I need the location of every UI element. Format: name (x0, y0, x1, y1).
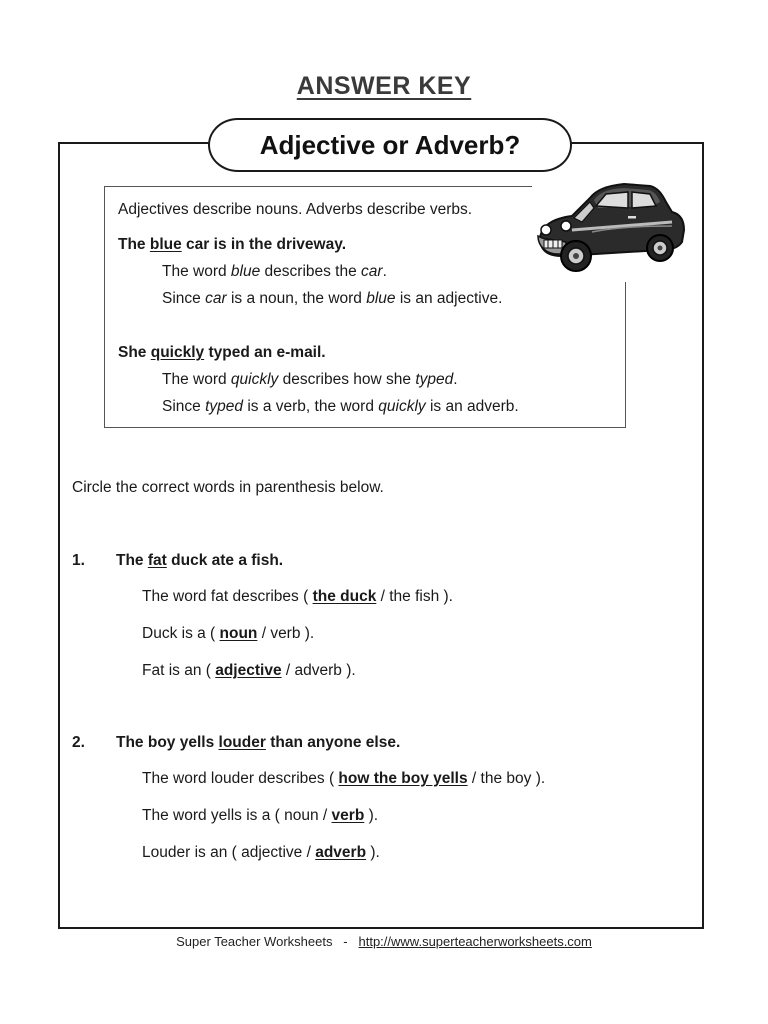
selected-answer: verb (331, 807, 365, 824)
example-explanation: The word blue describes the car. (162, 263, 387, 280)
question-sentence: The fat duck ate a fish. (116, 552, 284, 569)
selected-answer: adverb (315, 844, 367, 861)
target-word: fat (147, 552, 167, 569)
worksheet-title: Adjective or Adverb? (259, 129, 521, 160)
selected-answer: noun (219, 625, 258, 642)
example-explanation: The word quickly describes how she typed. (162, 371, 458, 388)
question-line: Fat is an ( adjective / adverb ). (142, 662, 356, 679)
example-key-word: blue (149, 236, 182, 253)
footer-site: Super Teacher Worksheets (176, 934, 333, 949)
question-line: The word fat describes ( the duck / the fish ). (142, 588, 453, 605)
answer-key-heading: ANSWER KEY (296, 72, 472, 100)
instructions: Circle the correct words in parenthesis below. (72, 479, 384, 496)
question-line: The word yells is a ( noun / verb ). (142, 807, 379, 824)
question-line: The word louder describes ( how the boy yells / the boy ). (142, 770, 546, 787)
target-word: louder (218, 734, 266, 751)
intro-summary: Adjectives describe nouns. Adverbs describe verbs. (118, 201, 473, 218)
selected-answer: how the boy yells (338, 770, 468, 787)
car-illustration (532, 176, 688, 282)
question-line: Duck is a ( noun / verb ). (142, 625, 315, 642)
footer-separator: - (343, 934, 348, 949)
example-explanation: Since typed is a verb, the word quickly is an adverb. (162, 398, 519, 415)
question-number: 2. (72, 734, 85, 751)
footer-link[interactable]: http://www.superteacherworksheets.com (358, 934, 592, 949)
question-number: 1. (72, 552, 85, 569)
example-sentence-1: The blue car is in the driveway. (118, 236, 347, 253)
example-sentence-2: She quickly typed an e-mail. (118, 344, 326, 361)
title-banner (208, 118, 572, 172)
selected-answer: the duck (312, 588, 377, 605)
selected-answer: adjective (215, 662, 282, 679)
example-explanation: Since car is a noun, the word blue is an adjective. (162, 290, 503, 307)
car-icon (532, 176, 688, 282)
question-line: Louder is an ( adjective / adverb ). (142, 844, 380, 861)
example-key-word: quickly (150, 344, 205, 361)
question-sentence: The boy yells louder than anyone else. (116, 734, 401, 751)
footer (0, 934, 768, 949)
